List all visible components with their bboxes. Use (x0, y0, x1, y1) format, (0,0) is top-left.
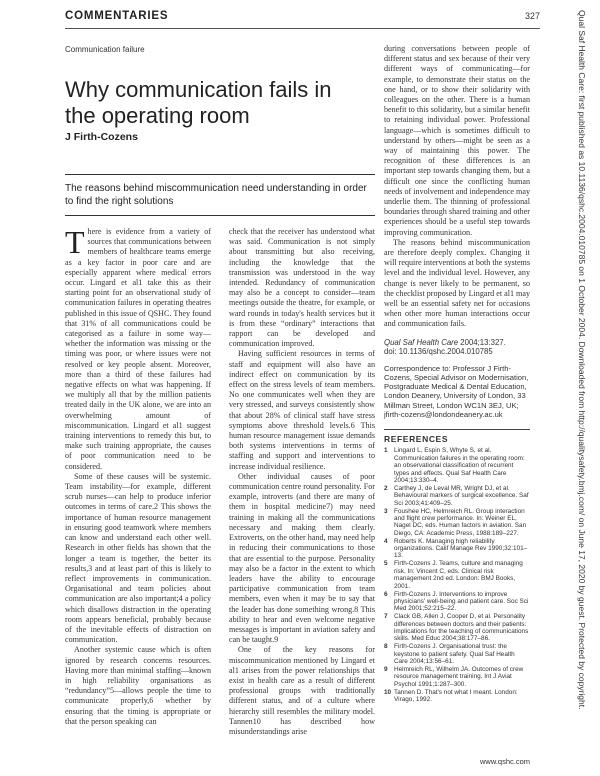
section-label: COMMENTARIES (65, 10, 169, 22)
paragraph: One of the key reasons for miscommunication mentioned by Lingard et al1 arises from the power relationships that exist in health care as a result of different professional groups with traditionally different status, and of a culture where hierarchy still resembles the military model. Tannen10 has described how misunderstandings arise (229, 645, 375, 736)
download-watermark: Qual Saf Health Care: first published as 10.1136/qshc.2004.010785 on 1 October 2004. Downloaded from http://qualitysafety.bmj.com/ on June 17, 2020 by guest. Protected by copyright. (577, 10, 587, 710)
paragraph: Having sufficient resources in terms of staff and equipment will also have an indirect effect on communication by its effect on the stress levels of team members. No one communicates well when they are very stressed, and surveys consistently show that about 28% of clinical staff have stress symptoms above threshold levels.6 This human resource management issue demands both systems interventions in terms of staffing and support and interventions to increase individual resilience. (229, 349, 375, 471)
citation-doi[interactable]: doi: 10.1136/qshc.2004.010785 (384, 347, 493, 357)
article-author: J Firth-Cozens (65, 131, 138, 143)
drop-cap: T (65, 224, 85, 260)
reference-item: 5 Firth-Cozens J. Teams, culture and managing risk. In: Vincent C, eds. Clinical risk management 2nd ed. London: BMJ Books, 2001. (384, 560, 523, 590)
paragraph: The reasons behind miscommunication are therefore deeply complex. Changing it will require interventions at both the systems level and the individual level. However, any change is never likely to be permanent, so the checklist proposed by Lingard et al1 may well be an essential safety net for occasions when other more human interactions occur and communication fails. (384, 237, 530, 329)
body-column-1 (65, 224, 211, 727)
reference-item: 3 Foushee HC, Helmreich RL. Group interaction and flight crew performance. In: Weiner EL, Nagel DC, eds. Human factors in aviation. San Diego, CA: Academic Press, 1988:189–227. (384, 507, 527, 537)
paragraph: during conversations between people of different status and sex because of their very different ways of communicating—for example, to demonstrate their status on the one hand, or to show their solidarity with colleagues on the other. There is a human benefit to this solidarity, but a similar benefit to retaining individual power. Professional language—which is sometimes difficult to understand by others—might be seen as a way of maintaining this power. The recognition of these differences is an important step towards changing them, but a difficult one since the conflicting human needs of involvement and independence may underlie them. The thinning of professional boundaries through shared training and other experiences should be a useful step towards improving communication. (384, 44, 530, 237)
citation-journal: Qual Saf Health Care (384, 337, 459, 347)
divider (65, 174, 375, 175)
paragraph: Another systemic cause which is often ignored by research concerns resources. Having more than minimal staffing—known in high reliability organisations as “redundancy”5—allows people the time to communicate properly,6 whether by ensuring that the timing is appropriate or that the person speaking can (65, 645, 211, 726)
paragraph: There is evidence from a variety of sources that communications between members of healthcare teams emerge as a key factor in poor care and are especially apparent where medical errors occur. Lingard et al1 take this as their starting point for an observational study of communication failures in operating theatres published in this issue of QSHC. They found that 31% of all communications could be categorised as a failure in some way—whether the information was missing or the timing was poor, or where issues were not resolved or key people absent. Moreover, more than a third of these failures had negative effects on what was happening. If we multiply all that by the million patients treated daily in the UK alone, we are into an overwhelming amount of miscommunication. Lingard et al1 suggest training interventions to remedy this but, to make such training appropriate, the causes of poor communication need to be considered. (65, 224, 211, 471)
references-heading: REFERENCES (384, 429, 530, 444)
article-category: Communication failure (65, 45, 145, 54)
citation-volume: 2004;13:327. (458, 337, 506, 347)
reference-item: 4 Roberts K. Managing high reliability organizations. Calif Manage Rev 1990;32:101–13. (384, 537, 528, 560)
running-header (65, 7, 540, 29)
reference-item: 7 Clack GB, Allen J, Cooper D, et al. Personality differences between doctors and their patients: implications for the teaching of communications skills. Med Educ 2004;38:177–86. (384, 613, 529, 643)
page-number: 327 (524, 11, 540, 21)
correspondence: Correspondence to: Professor J Firth-Cozens, Special Advisor on Modernisation, Postgraduate Medical & Dental Education, London Deanery, University of London, 33 Millman Street, London WC1N 3EJ, UK; jfirth-cozens@londondeanery.ac.uk (384, 363, 529, 419)
standfirst: The reasons behind miscommunication need understanding in order to find the right solutions (65, 183, 367, 207)
divider (65, 215, 375, 216)
reference-item: 8 Firth-Cozens J. Organisational trust: the keystone to patient safety. Qual Saf Health Care 2004;13:56–61. (384, 643, 515, 666)
paragraph: Other individual causes of poor communication centre round personality. For example, introverts (and there are many of them in hospital medicine7) may need training in making all the communications necessary and making them clearly. Extroverts, on the other hand, may need help in reducing their communications to those that are essential to the purpose. Personality may also be a factor in the extent to which leaders have the ability to encourage participative communication from team members, even when it may be to say that the leader has done something wrong.8 This ability to hear and even welcome negative messages is important in aviation safety and can be taught.9 (229, 471, 375, 645)
article-title: Why communication fails in the operating room (65, 77, 332, 128)
reference-item: 10 Tannen D. That's not what I meant. London: Virago, 1992. (384, 688, 518, 704)
footer-url[interactable]: www.qshc.com (479, 757, 530, 766)
reference-list (384, 447, 530, 703)
paragraph: Some of these causes will be systemic. Team instability—for example, different scrub nurses—can help to produce inferior outcomes in terms of care.2 This shows the importance of human resource management in ensuring good teamwork where members can know and understand each other well. Research in other fields has shown that the longer a team is together, the better its results,3 and at least part of this is likely to reflect improvements in communication. Organisational and team policies about communication are also important;4 a policy which disallows distraction in the operating room appears beneficial, probably because of the inevitable effects of distraction on communication. (65, 471, 211, 645)
paragraph: check that the receiver has understood what was said. Communication is not simply about transmitting but also receiving, including the knowledge that the transmission was understood in the way intended. Redundancy of communication may also be a concept to consider—team meetings outside the theatre, for example, or ward rounds in today's health services but it is from these “ordinary” interactions that rapport can be developed and communication improved. (229, 227, 375, 349)
reference-item: 9 Helmreich RL, Wilhelm JA. Outcomes of crew resource management training. Int J Aviat Psychol 1991;1:287–300. (384, 666, 524, 688)
reference-item: 1 Lingard L, Espin S, Whyte S, et al. Communication failures in the operating room: an observational classification of recurrent types and effects. Qual Saf Health Care 2004;13:330–4. (384, 447, 525, 484)
reference-item: 2 Carthey J, de Leval MR, Wright DJ, et al. Behavioural markers of surgical excellence. Saf Sci 2003;41:409–25. (384, 484, 529, 507)
body-column-3 (384, 44, 530, 704)
citation (384, 338, 530, 357)
body-column-2 (229, 227, 375, 737)
reference-item: 6 Firth-Cozens J. Interventions to improve physicians' well-being and patient care. Soc Sci Med 2001;52:215–22. (384, 590, 529, 613)
